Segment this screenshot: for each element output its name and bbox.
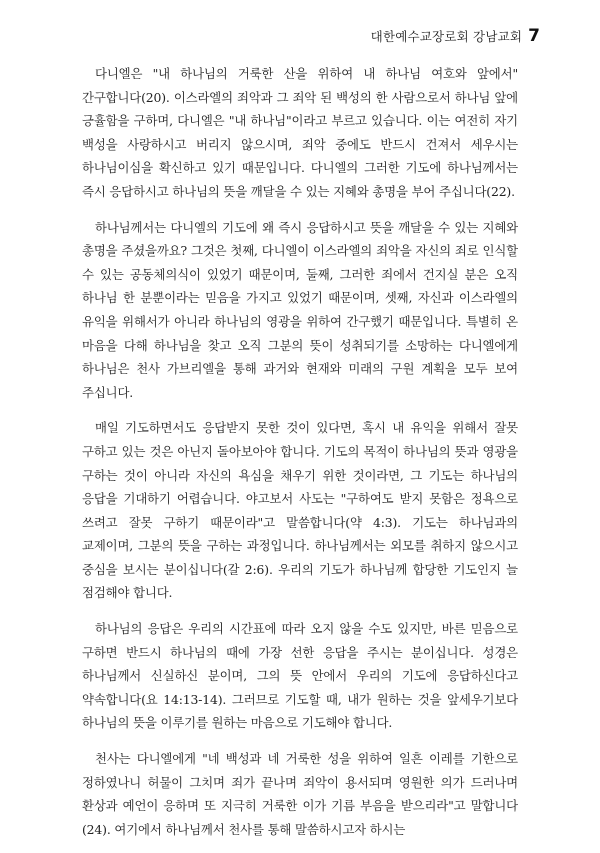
page-number: 7 <box>528 26 540 46</box>
page-header <box>371 26 540 46</box>
church-name: 대한예수교장로회 강남교회 <box>370 29 523 44</box>
paragraph: 하나님의 응답은 우리의 시간표에 따라 오지 않을 수도 있지만, 바른 믿음으로 구하면 반드시 하나님의 때에 가장 선한 응답을 주시는 분이십니다. 성경은 하나님께서 신실하신 분이며, 그의 뜻 안에서 우리의 기도에 응답하신다고 약속합니다(요 14:13-14). 그러므로 기도할 때, 내가 원하는 것을 앞세우기보다 하나님의 뜻을 이루기를 원하는 마음으로 기도해야 합니다. <box>82 621 518 731</box>
paragraph: 다니엘은 "내 하나님의 거룩한 산을 위하여 내 하나님 여호와 앞에서" 간구합니다(20). 이스라엘의 죄악과 그 죄악 된 백성의 한 사람으로서 하나님 앞에 긍휼함을 구하며, 다니엘은 "내 하나님"이라고 부르고 있습니다. 이는 여전히 자기 백성을 사랑하시고 버리지 않으시며, 죄악 중에도 반드시 건져서 세우시는 하나님이심을 확신하고 있기 때문입니다. 다니엘의 그러한 기도에 하나님께서는 즉시 응답하시고 하나님의 뜻을 깨달을 수 있는 지혜와 총명을 부어 주십니다(22). <box>82 66 518 199</box>
paragraph: 천사는 다니엘에게 "네 백성과 네 거룩한 성을 위하여 일흔 이레를 기한으로 정하였나니 허물이 그치며 죄가 끝나며 죄악이 용서되며 영원한 의가 드러나며 환상과 예언이 응하며 또 지극히 거룩한 이가 기름 부음을 받으리라"고 말합니다(24). 여기에서 하나님께서 천사를 통해 말씀하시고자 하시는 <box>82 751 518 837</box>
body-text <box>82 62 518 853</box>
paragraph: 매일 기도하면서도 응답받지 못한 것이 있다면, 혹시 내 유익을 위해서 잘못 구하고 있는 것은 아닌지 돌아보아야 합니다. 기도의 목적이 하나님의 뜻과 영광을 구하는 것이 아니라 자신의 욕심을 채우기 위한 것이라면, 그 기도는 하나님의 응답을 기대하기 어렵습니다. 야고보서 사도는 "구하여도 받지 못함은 정욕으로 쓰려고 잘못 구하기 때문이라"고 말씀합니다(약 4:3). 기도는 하나님과의 교제이며, 그분의 뜻을 구하는 과정입니다. 하나님께서는 외모를 취하지 않으시고 중심을 보시는 분이십니다(갈 2:6). 우리의 기도가 하나님께 합당한 기도인지 늘 점검해야 합니다. <box>82 420 518 601</box>
paragraph: 하나님께서는 다니엘의 기도에 왜 즉시 응답하시고 뜻을 깨달을 수 있는 지혜와 총명을 주셨을까요? 그것은 첫째, 다니엘이 이스라엘의 죄악을 자신의 죄로 인식할 수 있는 공동체의식이 있었기 때문이며, 둘째, 그러한 죄에서 건지실 분은 오직 하나님 한 분뿐이라는 믿음을 가지고 있었기 때문이며, 셋째, 자신과 이스라엘의 유익을 위해서가 아니라 하나님의 영광을 위하여 간구했기 때문입니다. 특별히 온 마음을 다해 하나님을 찾고 오직 그분의 뜻이 성취되기를 소망하는 다니엘에게 하나님은 천사 가브리엘을 통해 과거와 현재와 미래의 구원 계획을 모두 보여 주십니다. <box>82 219 518 400</box>
